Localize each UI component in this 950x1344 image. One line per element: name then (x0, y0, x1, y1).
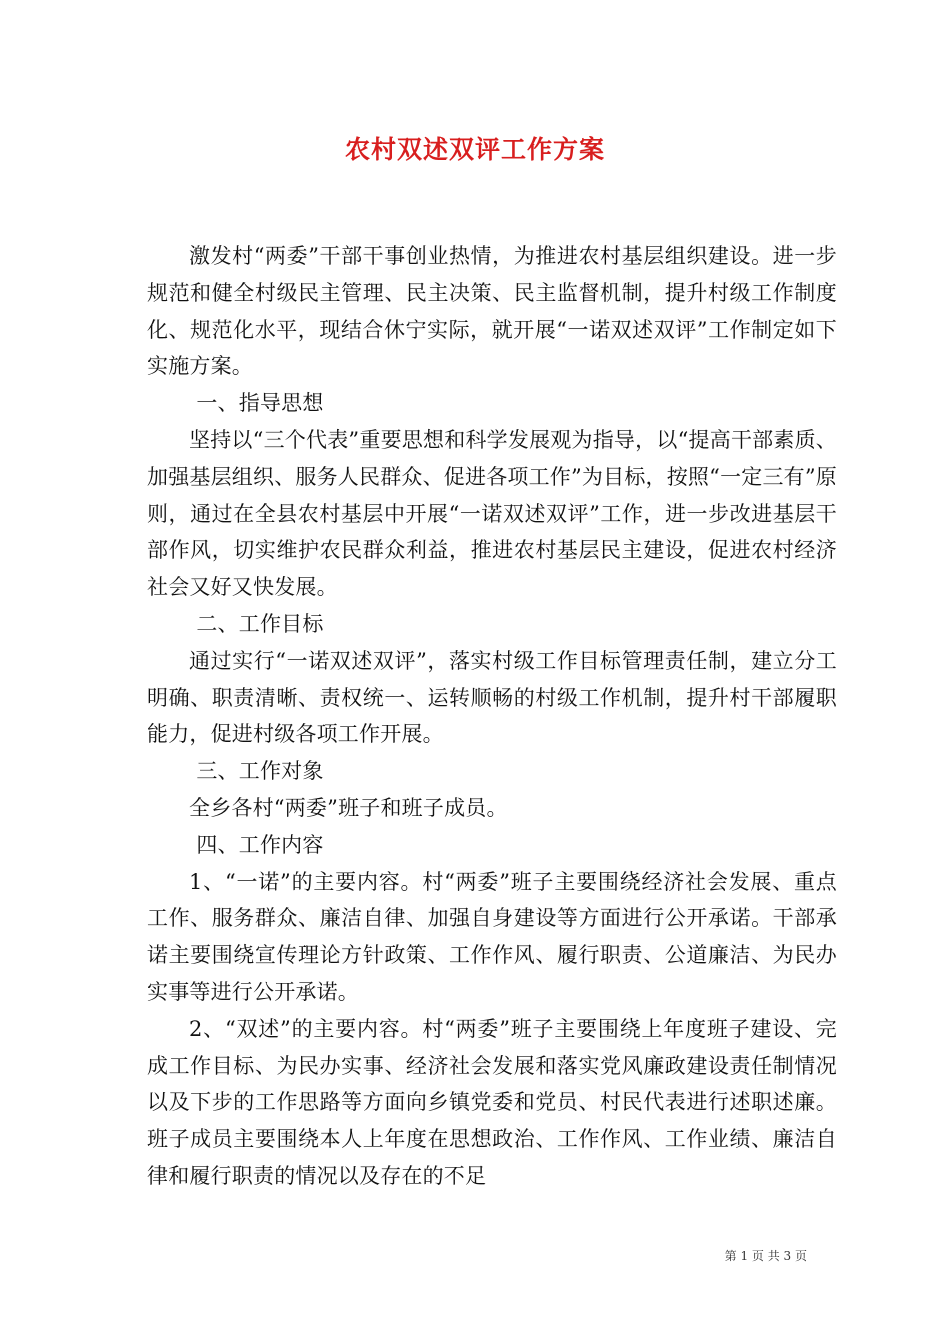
document-body (147, 238, 837, 1195)
section-heading-work-content: 四、工作内容 (196, 832, 324, 857)
section-heading-work-targets: 三、工作对象 (196, 759, 324, 784)
work-content-item-1: 1、“一诺”的主要内容。村“两委”班子主要围绕经济社会发展、重点工作、服务群众、廉洁自律、加强自身建设等方面进行公开承诺。干部承诺主要围绕宣传理论方针政策、工作作风、履行职责、公道廉洁、为民办实事等进行公开承诺。 (147, 869, 837, 1004)
page-number-footer: 第 1 页 共 3 页 (724, 1249, 807, 1263)
work-goals-paragraph: 通过实行“一诺双述双评”，落实村级工作目标管理责任制，建立分工明确、职责清晰、责权统一、运转顺畅的村级工作机制，提升村干部履职能力，促进村级各项工作开展。 (147, 648, 837, 747)
guiding-ideology-paragraph: 坚持以“三个代表”重要思想和科学发展观为指导，以“提高干部素质、加强基层组织、服务人民群众、促进各项工作”为目标，按照“一定三有”原则，通过在全县农村基层中开展“一诺双述双评”工作，进一步改进基层干部作风，切实维护农民群众利益，推进农村基层民主建设，促进农村经济社会又好又快发展。 (147, 427, 838, 600)
intro-paragraph: 激发村“两委”干部干事创业热情，为推进农村基层组织建设。进一步规范和健全村级民主管理、民主决策、民主监督机制，提升村级工作制度化、规范化水平，现结合休宁实际，就开展“一诺双述双评”工作制定如下实施方案。 (147, 244, 837, 379)
document-title: 农村双述双评工作方案 (344, 135, 605, 164)
work-content-item-2: 2、“双述”的主要内容。村“两委”班子主要围绕上年度班子建设、完成工作目标、为民办实事、经济社会发展和落实党风廉政建设责任制情况以及下步的工作思路等方面向乡镇党委和党员、村民代表进行述职述廉。班子成员主要围绕本人上年度在思想政治、工作作风、工作业绩、廉洁自律和履行职责的情况以及存在的不足 (147, 1016, 837, 1188)
section-heading-guiding-ideology: 一、指导思想 (196, 391, 324, 416)
section-heading-work-goals: 二、工作目标 (196, 611, 324, 636)
work-targets-paragraph: 全乡各村“两委”班子和班子成员。 (189, 795, 508, 820)
